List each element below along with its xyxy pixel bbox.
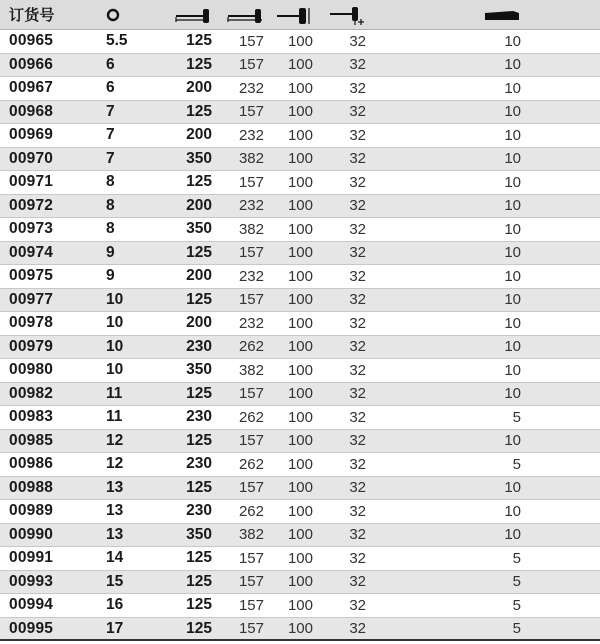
order-number-cell: 00991 — [9, 549, 54, 567]
size-cell: 10 — [106, 290, 124, 308]
size-cell: 13 — [106, 502, 124, 520]
order-number-cell: 00970 — [9, 149, 54, 167]
size-cell: 10 — [106, 361, 124, 379]
blade-length-cell: 350 — [186, 149, 212, 167]
handle-length-header — [258, 0, 313, 29]
blade-diameter-cell: 32 — [349, 173, 366, 191]
handle-length-cell: 100 — [287, 432, 313, 450]
table-row — [0, 594, 600, 618]
pack-quantity-cell: 10 — [504, 502, 521, 520]
size-cell: 11 — [106, 408, 123, 426]
handle-length-cell: 100 — [287, 549, 313, 567]
order-number-cell: 00983 — [9, 408, 54, 426]
size-cell: 12 — [106, 431, 124, 449]
table-row — [0, 148, 600, 172]
blade-diameter-cell: 32 — [349, 314, 366, 332]
blade-diameter-cell: 32 — [349, 549, 366, 567]
size-cell: 16 — [106, 596, 124, 614]
size-cell: 9 — [106, 243, 115, 261]
handle-length-cell: 100 — [287, 502, 313, 520]
pack-quantity-cell: 5 — [512, 549, 521, 567]
order-number-cell: 00965 — [9, 32, 54, 50]
size-cell: 15 — [106, 572, 124, 590]
order-number-cell: 00995 — [9, 619, 54, 637]
blade-length-cell: 200 — [186, 196, 212, 214]
order-number-cell: 00968 — [9, 102, 54, 120]
table-row — [0, 406, 600, 430]
blade-length-cell: 125 — [186, 431, 212, 449]
size-cell: 7 — [106, 102, 115, 120]
total-length-cell: 157 — [238, 385, 264, 403]
pack-quantity-cell: 10 — [504, 526, 521, 544]
handle-length-cell: 100 — [287, 526, 313, 544]
pack-quantity-cell: 10 — [504, 103, 521, 121]
handle-length-cell: 100 — [287, 573, 313, 591]
blade-length-cell: 230 — [186, 502, 212, 520]
total-length-cell: 262 — [238, 408, 264, 426]
order-number-cell: 00967 — [9, 79, 54, 97]
blade-length-cell: 125 — [186, 478, 212, 496]
table-row — [0, 547, 600, 571]
pack-quantity-cell: 10 — [504, 385, 521, 403]
order-number-cell: 00982 — [9, 384, 54, 402]
pack-quantity-cell: 10 — [504, 220, 521, 238]
table-row — [0, 30, 600, 54]
table-row — [0, 265, 600, 289]
pack-quantity-cell: 10 — [504, 56, 521, 74]
order-number-cell: 00993 — [9, 572, 54, 590]
table-row — [0, 359, 600, 383]
blade-length-cell: 125 — [186, 596, 212, 614]
handle-length-cell: 100 — [287, 479, 313, 497]
order-number-cell: 00971 — [9, 173, 54, 191]
order-number-cell: 00994 — [9, 596, 54, 614]
blade-length-cell: 350 — [186, 220, 212, 238]
pack-quantity-cell: 5 — [512, 408, 521, 426]
table-row — [0, 171, 600, 195]
blade-diameter-cell: 32 — [349, 244, 366, 262]
order-number-cell: 00979 — [9, 337, 54, 355]
handle-length-icon — [275, 5, 313, 25]
blade-diameter-cell: 32 — [349, 32, 366, 50]
total-length-cell: 382 — [238, 361, 264, 379]
handle-length-cell: 100 — [287, 79, 313, 97]
size-cell: 13 — [106, 478, 124, 496]
handle-length-cell: 100 — [287, 291, 313, 309]
pack-quantity-header — [460, 0, 521, 29]
pack-quantity-cell: 10 — [504, 244, 521, 262]
blade-length-cell: 125 — [186, 32, 212, 50]
pack-quantity-cell: 10 — [504, 32, 521, 50]
blade-diameter-cell: 32 — [349, 408, 366, 426]
blade-diameter-cell: 32 — [349, 267, 366, 285]
pack-quantity-cell: 10 — [504, 314, 521, 332]
total-length-cell: 157 — [238, 32, 264, 50]
total-length-cell: 382 — [238, 220, 264, 238]
table-row — [0, 430, 600, 454]
blade-diameter-cell: 32 — [349, 526, 366, 544]
blade-diameter-cell: 32 — [349, 502, 366, 520]
pack-quantity-cell: 10 — [504, 479, 521, 497]
size-header — [106, 0, 156, 29]
table-header — [0, 0, 600, 30]
order-number-cell: 00973 — [9, 220, 54, 238]
total-length-cell: 232 — [238, 314, 264, 332]
blade-length-cell: 350 — [186, 525, 212, 543]
blade-diameter-cell: 32 — [349, 479, 366, 497]
blade-length-cell: 230 — [186, 455, 212, 473]
total-length-cell: 157 — [238, 479, 264, 497]
total-length-cell: 232 — [238, 267, 264, 285]
table-row — [0, 218, 600, 242]
blade-diameter-cell: 32 — [349, 79, 366, 97]
size-cell: 14 — [106, 549, 124, 567]
total-length-cell: 262 — [238, 502, 264, 520]
pack-quantity-cell: 5 — [512, 573, 521, 591]
blade-diameter-cell: 32 — [349, 385, 366, 403]
pack-quantity-icon — [483, 8, 521, 22]
size-cell: 8 — [106, 196, 115, 214]
size-cell: 7 — [106, 149, 115, 167]
total-length-cell: 232 — [238, 79, 264, 97]
pack-quantity-cell: 10 — [504, 197, 521, 215]
total-length-cell: 382 — [238, 526, 264, 544]
table-row — [0, 477, 600, 501]
total-length-cell: 157 — [238, 173, 264, 191]
blade-length-cell: 125 — [186, 384, 212, 402]
pack-quantity-cell: 10 — [504, 338, 521, 356]
ring-size-icon — [106, 8, 120, 22]
handle-length-cell: 100 — [287, 244, 313, 262]
pack-quantity-cell: 10 — [504, 267, 521, 285]
pack-quantity-cell: 10 — [504, 291, 521, 309]
total-length-cell: 157 — [238, 103, 264, 121]
blade-diameter-cell: 32 — [349, 573, 366, 591]
table-row — [0, 312, 600, 336]
blade-length-cell: 125 — [186, 243, 212, 261]
table-row — [0, 618, 600, 642]
total-length-cell: 157 — [238, 291, 264, 309]
pack-quantity-cell: 10 — [504, 150, 521, 168]
handle-length-cell: 100 — [287, 267, 313, 285]
handle-length-cell: 100 — [287, 385, 313, 403]
blade-length-cell: 125 — [186, 572, 212, 590]
handle-length-cell: 100 — [287, 150, 313, 168]
blade-length-icon — [174, 5, 212, 25]
handle-length-cell: 100 — [287, 173, 313, 191]
total-length-cell: 262 — [238, 455, 264, 473]
blade-diameter-cell: 32 — [349, 596, 366, 614]
blade-length-cell: 230 — [186, 337, 212, 355]
total-length-cell: 157 — [238, 432, 264, 450]
blade-diameter-cell: 32 — [349, 432, 366, 450]
size-cell: 8 — [106, 173, 115, 191]
table-row — [0, 54, 600, 78]
table-row — [0, 453, 600, 477]
handle-length-cell: 100 — [287, 197, 313, 215]
table-bottom-rule — [0, 639, 600, 641]
size-cell: 9 — [106, 267, 115, 285]
order-number-cell: 00986 — [9, 455, 54, 473]
table-row — [0, 336, 600, 360]
size-cell: 6 — [106, 55, 115, 73]
pack-quantity-cell: 10 — [504, 432, 521, 450]
table-row — [0, 124, 600, 148]
blade-length-cell: 200 — [186, 126, 212, 144]
blade-diameter-cell: 32 — [349, 197, 366, 215]
order-number-cell: 00975 — [9, 267, 54, 285]
handle-length-cell: 100 — [287, 103, 313, 121]
size-cell: 7 — [106, 126, 115, 144]
handle-length-cell: 100 — [287, 338, 313, 356]
size-cell: 11 — [106, 384, 123, 402]
blade-length-cell: 200 — [186, 267, 212, 285]
pack-quantity-cell: 10 — [504, 173, 521, 191]
blade-length-cell: 125 — [186, 290, 212, 308]
blade-length-cell: 200 — [186, 79, 212, 97]
size-cell: 13 — [106, 525, 124, 543]
blade-diameter-header — [310, 0, 366, 29]
table-row — [0, 289, 600, 313]
blade-length-cell: 125 — [186, 619, 212, 637]
pack-quantity-cell: 5 — [512, 596, 521, 614]
pack-quantity-cell: 10 — [504, 361, 521, 379]
total-length-cell: 262 — [238, 338, 264, 356]
blade-diameter-cell: 32 — [349, 455, 366, 473]
blade-length-cell: 230 — [186, 408, 212, 426]
size-cell: 8 — [106, 220, 115, 238]
order-number-cell: 00978 — [9, 314, 54, 332]
table-row — [0, 242, 600, 266]
table-row — [0, 571, 600, 595]
blade-diameter-cell: 32 — [349, 361, 366, 379]
pack-quantity-cell: 5 — [512, 455, 521, 473]
total-length-cell: 157 — [238, 549, 264, 567]
handle-length-cell: 100 — [287, 596, 313, 614]
table-row — [0, 383, 600, 407]
total-length-cell: 232 — [238, 126, 264, 144]
blade-diameter-icon — [328, 5, 366, 25]
handle-length-cell: 100 — [287, 56, 313, 74]
table-row — [0, 101, 600, 125]
blade-length-cell: 125 — [186, 549, 212, 567]
size-cell: 10 — [106, 314, 124, 332]
handle-length-cell: 100 — [287, 220, 313, 238]
table-row — [0, 77, 600, 101]
order-number-cell: 00966 — [9, 55, 54, 73]
size-cell: 6 — [106, 79, 115, 97]
total-length-cell: 157 — [238, 596, 264, 614]
blade-diameter-cell: 32 — [349, 103, 366, 121]
blade-length-cell: 125 — [186, 55, 212, 73]
blade-diameter-cell: 32 — [349, 126, 366, 144]
handle-length-cell: 100 — [287, 361, 313, 379]
pack-quantity-cell: 10 — [504, 126, 521, 144]
pack-quantity-cell: 5 — [512, 620, 521, 638]
handle-length-cell: 100 — [287, 314, 313, 332]
handle-length-cell: 100 — [287, 32, 313, 50]
total-length-cell: 157 — [238, 56, 264, 74]
order-number-cell: 00985 — [9, 431, 54, 449]
total-length-header — [210, 0, 264, 29]
blade-length-cell: 200 — [186, 314, 212, 332]
total-length-cell: 382 — [238, 150, 264, 168]
blade-diameter-cell: 32 — [349, 291, 366, 309]
handle-length-cell: 100 — [287, 620, 313, 638]
order-number-label: 订货号 — [9, 7, 55, 24]
table-body — [0, 30, 600, 641]
blade-length-cell: 125 — [186, 102, 212, 120]
order-number-cell: 00990 — [9, 525, 54, 543]
blade-diameter-cell: 32 — [349, 56, 366, 74]
pack-quantity-cell: 10 — [504, 79, 521, 97]
order-number-cell: 00969 — [9, 126, 54, 144]
table-row — [0, 500, 600, 524]
handle-length-cell: 100 — [287, 126, 313, 144]
blade-length-header — [150, 0, 212, 29]
order-number-cell: 00988 — [9, 478, 54, 496]
total-length-cell: 157 — [238, 620, 264, 638]
table-row — [0, 524, 600, 548]
size-cell: 17 — [106, 619, 124, 637]
size-cell: 5.5 — [106, 32, 128, 50]
handle-length-cell: 100 — [287, 455, 313, 473]
size-cell: 10 — [106, 337, 124, 355]
total-length-cell: 157 — [238, 573, 264, 591]
total-length-cell: 157 — [238, 244, 264, 262]
blade-diameter-cell: 32 — [349, 220, 366, 238]
blade-length-cell: 125 — [186, 173, 212, 191]
order-number-cell: 00989 — [9, 502, 54, 520]
handle-length-cell: 100 — [287, 408, 313, 426]
blade-diameter-cell: 32 — [349, 150, 366, 168]
blade-diameter-cell: 32 — [349, 620, 366, 638]
order-number-header — [9, 0, 99, 29]
blade-length-cell: 350 — [186, 361, 212, 379]
order-number-cell: 00980 — [9, 361, 54, 379]
order-number-cell: 00974 — [9, 243, 54, 261]
size-cell: 12 — [106, 455, 124, 473]
table-row — [0, 195, 600, 219]
order-number-cell: 00972 — [9, 196, 54, 214]
order-number-cell: 00977 — [9, 290, 54, 308]
total-length-cell: 232 — [238, 197, 264, 215]
blade-diameter-cell: 32 — [349, 338, 366, 356]
